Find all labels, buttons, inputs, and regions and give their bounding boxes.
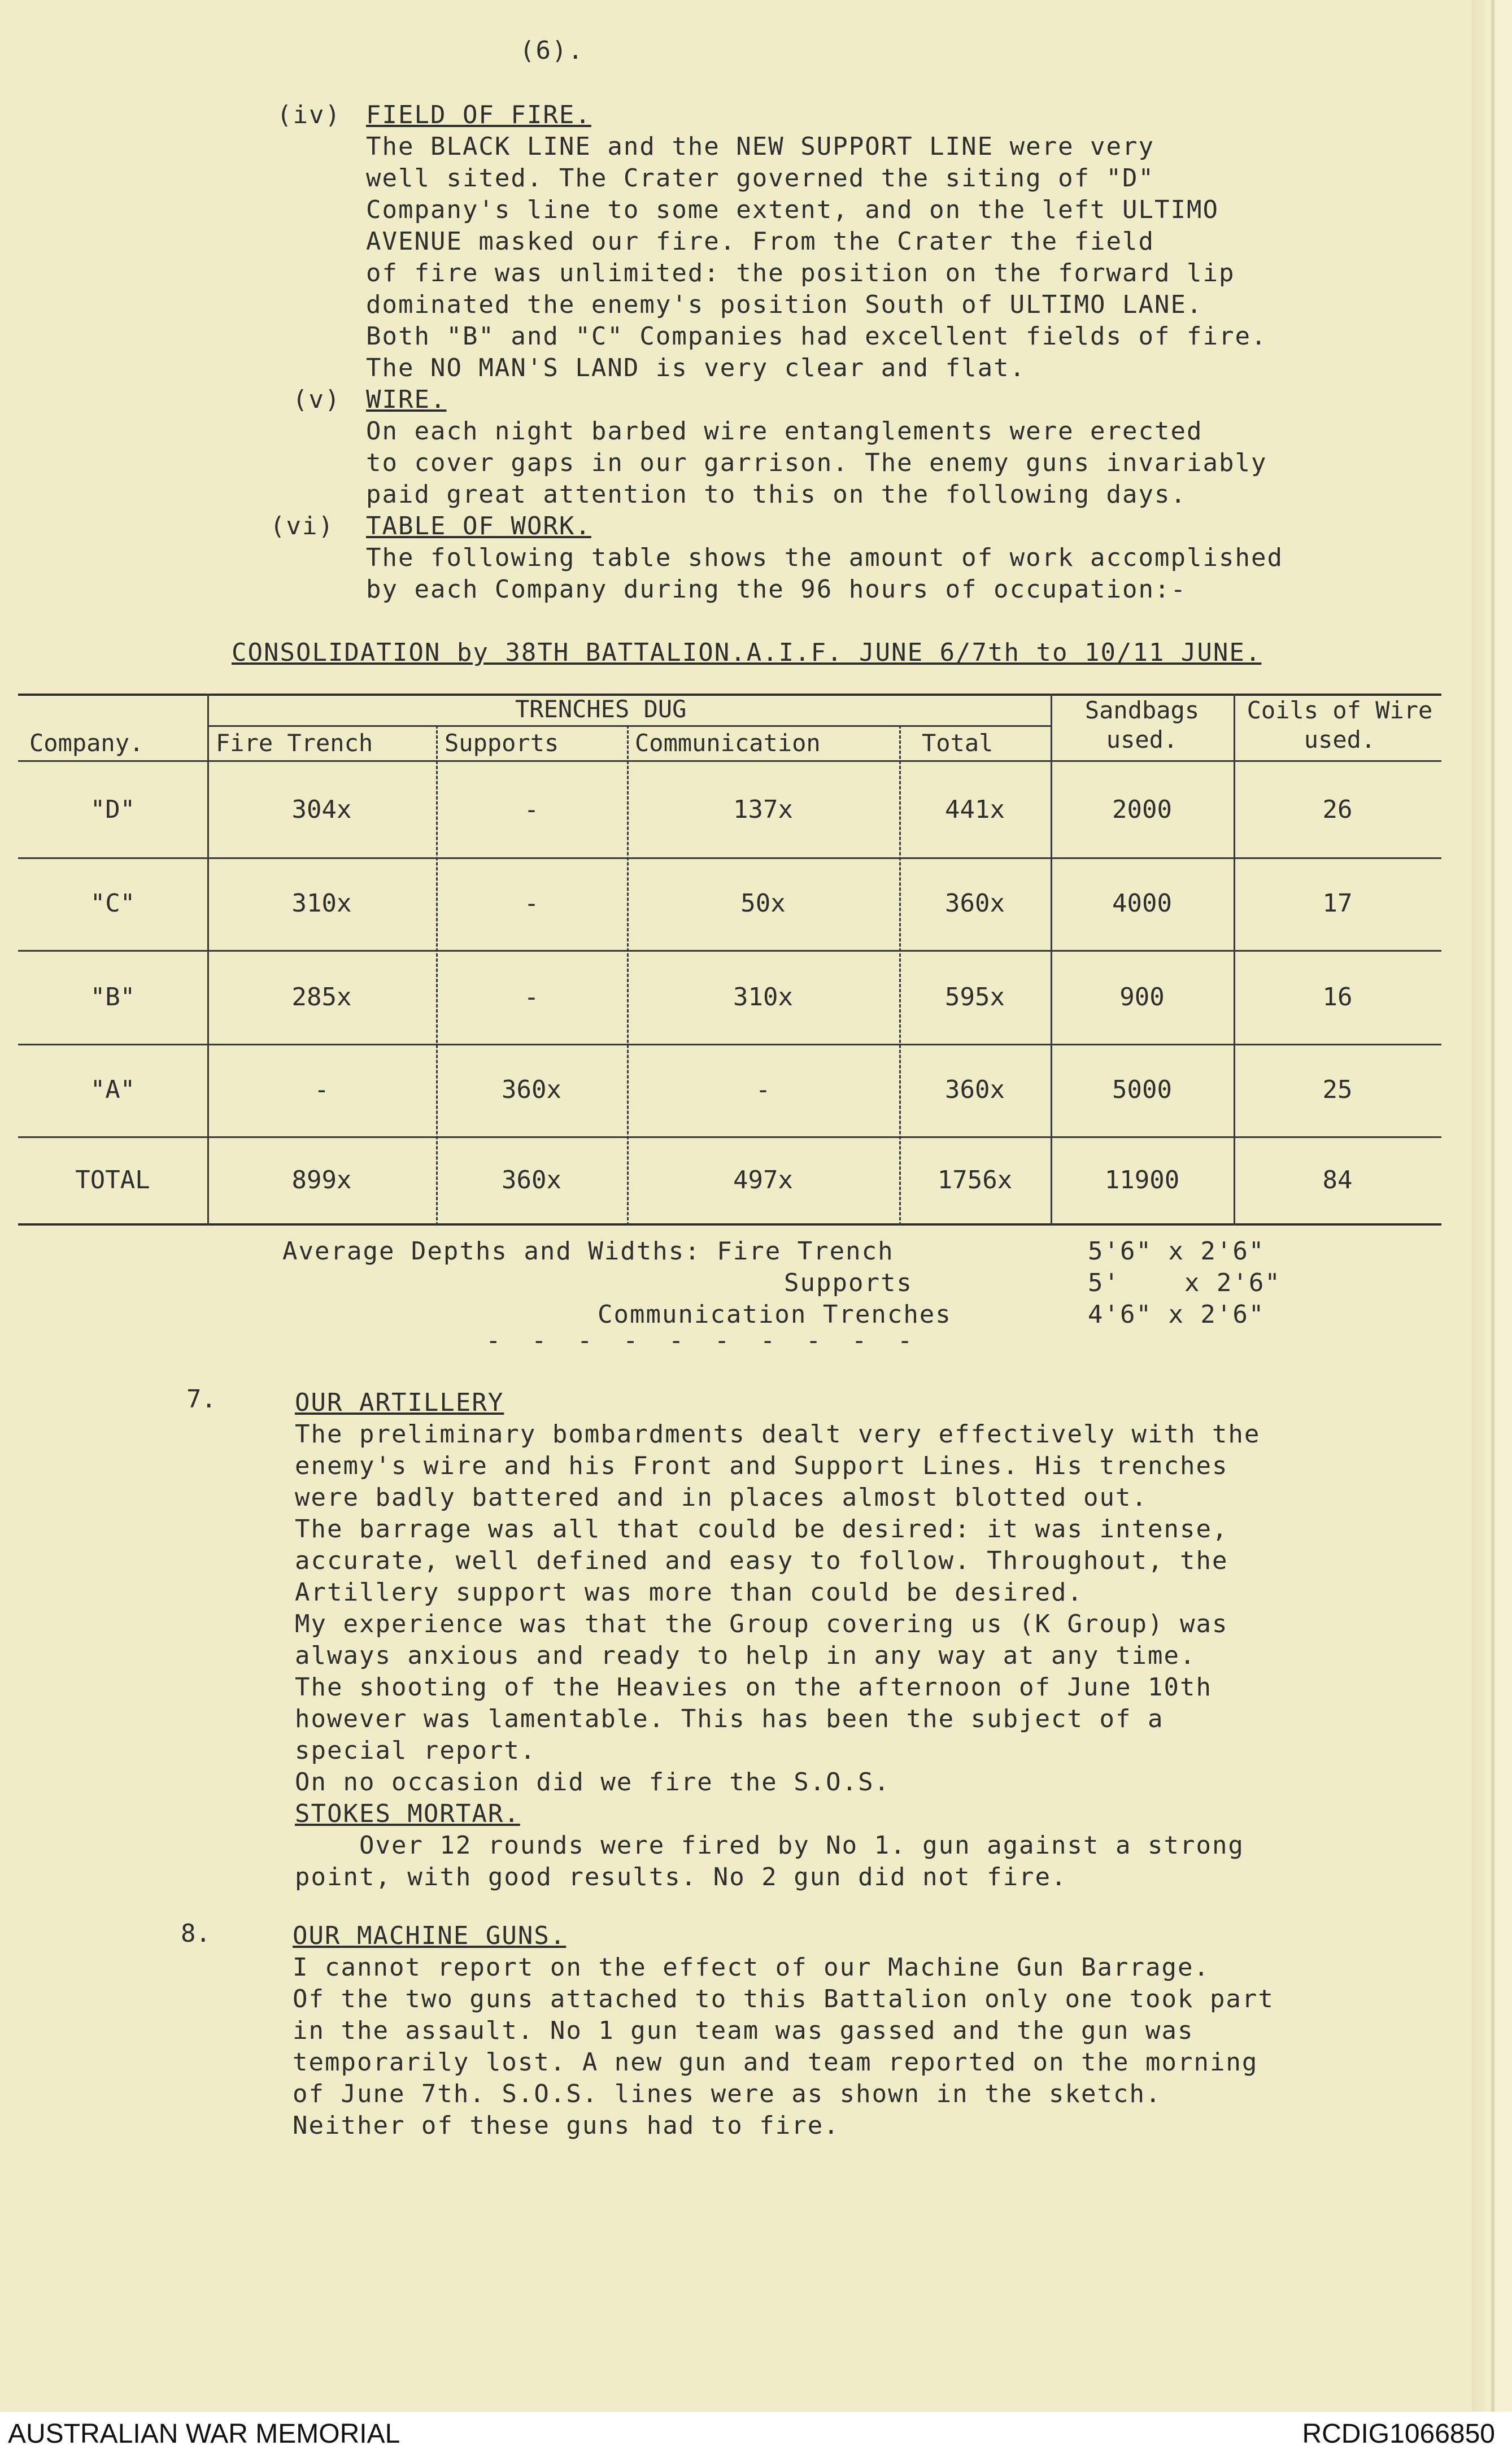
section-7-label: 7.: [186, 1385, 216, 1414]
stokes-mortar-heading: STOKES MORTAR.: [295, 1799, 520, 1828]
table-cell: 497x: [733, 1166, 793, 1195]
table-cell: 50x: [740, 889, 786, 918]
table-row-divider: [18, 1044, 1441, 1045]
section-7-line: Artillery support was more than could be desired.: [295, 1578, 1084, 1607]
section-8-line: Neither of these guns had to fire.: [293, 2111, 840, 2140]
table-cell: 2000: [1112, 795, 1172, 824]
section-iv-line: dominated the enemy's position South of ULTIMO LANE.: [366, 290, 1203, 319]
section-v-heading: WIRE.: [366, 385, 447, 414]
table-cell: 304x: [291, 795, 352, 824]
table-cell: "D": [90, 795, 136, 824]
col-header-communication: Communication: [635, 729, 821, 757]
table-cell: -: [524, 889, 539, 918]
col-header-total: Total: [922, 729, 994, 757]
table-cell: 11900: [1104, 1166, 1180, 1195]
table-cell: -: [524, 983, 539, 1012]
section-v-line: paid great attention to this on the following days.: [366, 480, 1187, 509]
table-cell: 310x: [291, 889, 352, 918]
section-iv-line: of fire was unlimited: the position on the forward lip: [366, 259, 1235, 287]
section-7-line: always anxious and ready to help in any way at any time.: [295, 1641, 1196, 1670]
page-number: (6).: [520, 36, 584, 65]
note-label: Supports: [784, 1268, 913, 1297]
table-cell: 285x: [291, 983, 352, 1012]
section-7-line: however was lamentable. This has been the subject of a: [295, 1704, 1164, 1733]
table-col-divider: [207, 694, 209, 1226]
table-cell: "C": [90, 889, 136, 918]
section-iv-line: well sited. The Crater governed the siting of "D": [366, 164, 1155, 193]
col-header-company: Company.: [29, 729, 144, 757]
table-row-divider: [18, 950, 1441, 952]
table-cell: 26: [1322, 795, 1353, 824]
section-7-line: accurate, well defined and easy to follow. Throughout, the: [295, 1546, 1228, 1575]
table-cell: 310x: [733, 983, 793, 1012]
section-7-line: special report.: [295, 1736, 537, 1765]
section-iv-line: The NO MAN'S LAND is very clear and flat.: [366, 354, 1026, 382]
table-cell: 16: [1322, 983, 1353, 1012]
note-value: 5'6" x 2'6": [1088, 1237, 1265, 1266]
table-cell: 900: [1119, 983, 1165, 1012]
table-cell: -: [314, 1075, 329, 1104]
section-v-line: On each night barbed wire entanglements were erected: [366, 417, 1203, 446]
section-7-line: On no occasion did we fire the S.O.S.: [295, 1768, 891, 1797]
table-cell: 360x: [502, 1166, 561, 1195]
divider: - - - - - - - - - -: [486, 1326, 921, 1355]
footer-institution: AUSTRALIAN WAR MEMORIAL: [8, 2419, 400, 2449]
table-cell: TOTAL: [75, 1166, 150, 1195]
section-7-heading: OUR ARTILLERY: [295, 1388, 504, 1417]
table-cell: 441x: [945, 795, 1005, 824]
section-8-line: temporarily lost. A new gun and team reported on the morning: [293, 2048, 1258, 2077]
table-cell: 360x: [945, 1075, 1005, 1104]
table-cell: "B": [90, 983, 136, 1012]
table-row-divider: [18, 857, 1441, 859]
table-cell: 84: [1322, 1166, 1353, 1195]
section-vi-line: by each Company during the 96 hours of occupation:-: [366, 575, 1187, 604]
table-cell: 137x: [733, 795, 793, 824]
note-value: 5' x 2'6": [1088, 1268, 1281, 1297]
section-iv-line: AVENUE masked our fire. From the Crater the field: [366, 227, 1155, 256]
table-row-divider: [207, 725, 1051, 727]
table-cell: 1756x: [937, 1166, 1013, 1195]
table-cell: 360x: [945, 889, 1005, 918]
section-8-line: in the assault. No 1 gun team was gassed and the gun was: [293, 2016, 1194, 2045]
section-7-line: enemy's wire and his Front and Support Lines. His trenches: [295, 1451, 1228, 1480]
paper-edge: [1472, 0, 1491, 2412]
table-cell: 360x: [502, 1075, 561, 1104]
group-header: TRENCHES DUG: [515, 695, 687, 723]
table-title: CONSOLIDATION by 38TH BATTALION.A.I.F. JUNE 6/7th to 10/11 JUNE.: [232, 638, 1262, 667]
work-table: [18, 694, 1441, 1226]
table-frame: [18, 694, 1441, 1226]
table-col-divider: [1051, 694, 1052, 1226]
section-8-label: 8.: [181, 1919, 211, 1948]
section-iv-label: (iv): [277, 101, 341, 129]
section-vi-line: The following table shows the amount of work accomplished: [366, 543, 1283, 572]
section-8-heading: OUR MACHINE GUNS.: [293, 1921, 567, 1950]
section-iv-heading: FIELD OF FIRE.: [366, 101, 591, 129]
table-cell: 4000: [1112, 889, 1172, 918]
section-7-line: The preliminary bombardments dealt very effectively with the: [295, 1420, 1261, 1449]
col-header-supports: Supports: [445, 729, 559, 757]
section-iv-line: Both "B" and "C" Companies had excellent fields of fire.: [366, 322, 1267, 351]
footer-record-id: RCDIG1066850: [1302, 2419, 1495, 2449]
table-row-divider: [18, 760, 1441, 762]
col-header-sandbags: Sandbags used.: [1084, 696, 1200, 753]
section-7-line: My experience was that the Group covering us (K Group) was: [295, 1610, 1228, 1638]
table-cell: -: [524, 795, 539, 824]
table-row-divider: [18, 1136, 1441, 1138]
note-label: Average Depths and Widths: Fire Trench: [282, 1237, 894, 1266]
table-cell: 17: [1322, 889, 1353, 918]
section-iv-line: Company's line to some extent, and on the left ULTIMO: [366, 195, 1219, 224]
note-value: 4'6" x 2'6": [1088, 1300, 1265, 1329]
archive-footer: [0, 2412, 1512, 2450]
section-vi-label: (vi): [270, 512, 334, 540]
table-cell: "A": [90, 1075, 136, 1104]
table-cell: 25: [1322, 1075, 1353, 1104]
note-label: Communication Trenches: [598, 1300, 952, 1329]
section-7-line: were badly battered and in places almost blotted out.: [295, 1483, 1148, 1512]
section-v-label: (v): [293, 385, 341, 414]
section-iv-line: The BLACK LINE and the NEW SUPPORT LINE were very: [366, 132, 1155, 161]
section-8-line: Of the two guns attached to this Battalion only one took part: [293, 1985, 1274, 2013]
col-header-wire: Coils of Wire used.: [1247, 696, 1433, 753]
table-cell: -: [755, 1075, 771, 1104]
table-cell: 899x: [291, 1166, 352, 1195]
section-7-line: The barrage was all that could be desired: it was intense,: [295, 1515, 1228, 1544]
table-col-divider: [1234, 694, 1235, 1226]
section-8-line: I cannot report on the effect of our Machine Gun Barrage.: [293, 1953, 1210, 1982]
section-vi-heading: TABLE OF WORK.: [366, 512, 591, 540]
col-header-fire-trench: Fire Trench: [216, 729, 373, 757]
section-7-line: The shooting of the Heavies on the afternoon of June 10th: [295, 1673, 1212, 1702]
section-v-line: to cover gaps in our garrison. The enemy guns invariably: [366, 448, 1267, 477]
stokes-mortar-line: point, with good results. No 2 gun did not fire.: [295, 1863, 1067, 1891]
section-8-line: of June 7th. S.O.S. lines were as shown in the sketch.: [293, 2080, 1162, 2108]
stokes-mortar-line: Over 12 rounds were fired by No 1. gun against a strong: [295, 1831, 1244, 1860]
table-cell: 595x: [945, 983, 1005, 1012]
table-cell: 5000: [1112, 1075, 1172, 1104]
